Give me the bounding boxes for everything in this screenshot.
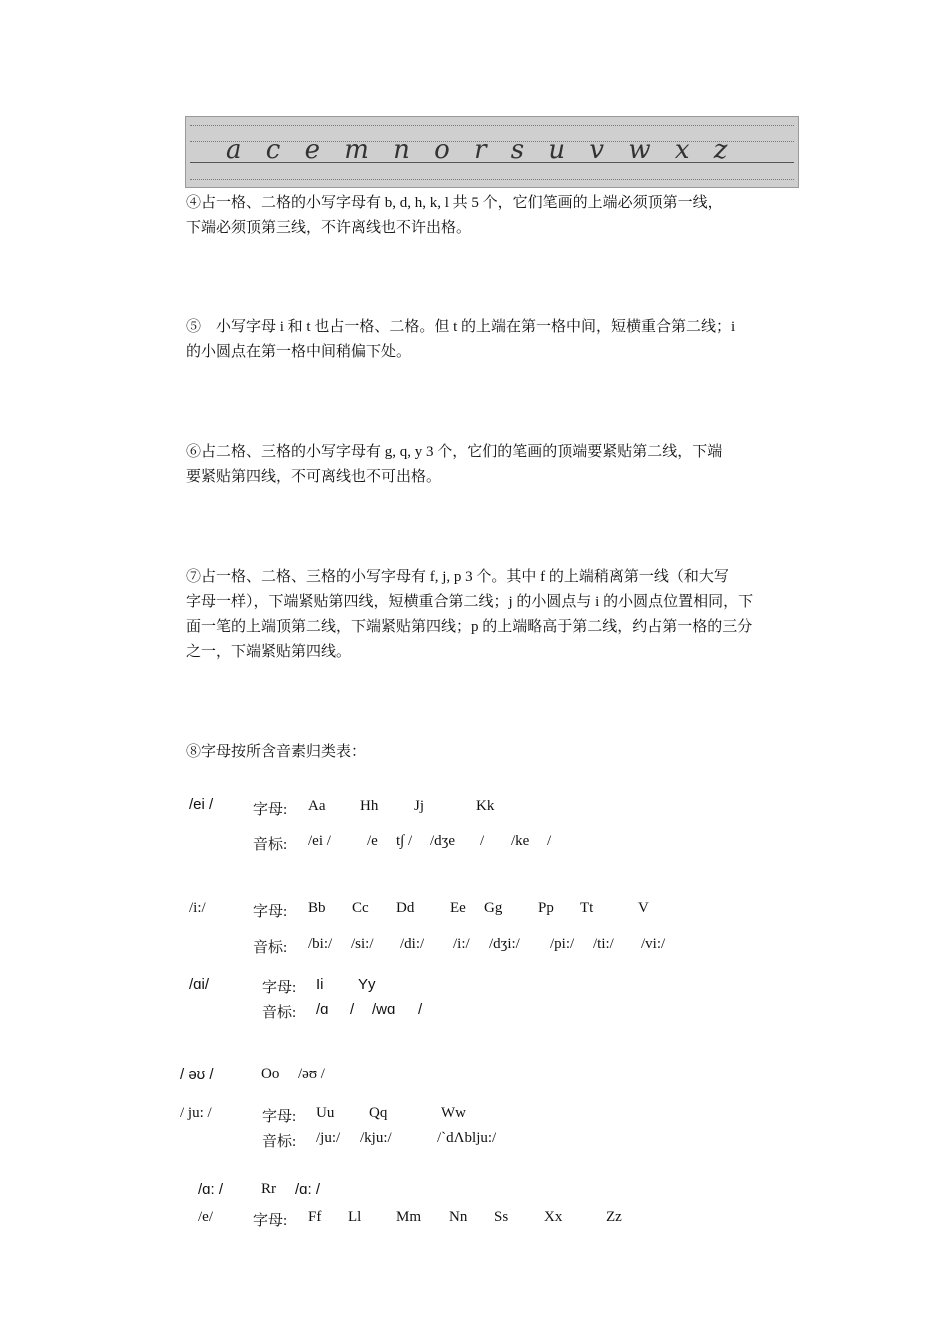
- phoneme-label: /e/: [198, 1209, 213, 1225]
- phoneme-label: / ju: /: [180, 1105, 212, 1121]
- phoneme-label: / əʊ /: [180, 1066, 214, 1083]
- letter-cell: Ww: [441, 1105, 466, 1121]
- letter-cell: V: [638, 900, 649, 916]
- letter-cell: Dd: [396, 900, 415, 916]
- phonetic-cell: /si:/: [351, 936, 374, 952]
- letter-cell: Yy: [358, 976, 376, 993]
- paragraph-6: [186, 440, 826, 490]
- letter-cell: Jj: [414, 798, 425, 814]
- letter-cell: Cc: [352, 900, 369, 916]
- letter-cell: Rr: [261, 1181, 276, 1197]
- phonetic-cell: /ju:/: [316, 1130, 341, 1146]
- phonetic-cell: /kju:/: [360, 1130, 392, 1146]
- letter-cell: Gg: [484, 900, 503, 916]
- phonetic-cell: /əʊ /: [298, 1066, 325, 1082]
- phonetic-label: 音标:: [262, 1134, 297, 1150]
- paragraph-6-line-2: 要紧贴第四线，不可离线也不可出格。: [186, 469, 442, 485]
- phonetic-label: 音标:: [262, 1005, 297, 1021]
- phonetic-cell: /di:/: [400, 936, 425, 952]
- letters-label: 字母:: [253, 1213, 288, 1229]
- paragraph-5: [186, 315, 826, 365]
- phonetic-cell: /pi:/: [550, 936, 575, 952]
- phonetic-cell: /ɑ: /: [295, 1181, 321, 1198]
- handwriting-lines-image: [185, 116, 799, 188]
- letters-label: 字母:: [262, 1109, 297, 1125]
- letter-cell: Ss: [494, 1209, 509, 1225]
- letter-cell: Oo: [261, 1066, 280, 1082]
- grid-line-1: [190, 125, 794, 126]
- letter-cell: Uu: [316, 1105, 335, 1121]
- letter-cell: Pp: [538, 900, 554, 916]
- letter-cell: Nn: [449, 1209, 468, 1225]
- phonetic-cell: /i:/: [453, 936, 470, 952]
- letter-cell: Ee: [450, 900, 466, 916]
- phoneme-label: /ei /: [189, 796, 214, 813]
- paragraph-8-title: ⑧字母按所含音素归类表：: [186, 744, 367, 760]
- phonetic-cell: /ei /: [308, 833, 331, 849]
- letter-cell: Kk: [476, 798, 495, 814]
- letter-cell: Hh: [360, 798, 379, 814]
- grid-line-4: [190, 179, 794, 180]
- phonetic-cell: /bi:/: [308, 936, 333, 952]
- letter-cell: Zz: [606, 1209, 622, 1225]
- phonetic-cell: /: [480, 833, 485, 849]
- paragraph-7-line-2: 字母一样），下端紧贴第四线，短横重合第二线；j 的小圆点与 i 的小圆点位置相同，下: [186, 594, 754, 610]
- letter-cell: Ff: [308, 1209, 322, 1225]
- letters-label: 字母:: [262, 980, 297, 996]
- phonetic-cell: /dʒi:/: [489, 936, 520, 952]
- phoneme-label: /ɑ: /: [198, 1181, 224, 1198]
- letters-label: 字母:: [253, 904, 288, 920]
- phoneme-label: /ɑi/: [189, 976, 210, 993]
- paragraph-7: [186, 565, 826, 665]
- paragraph-7-line-1: ⑦占一格、二格、三格的小写字母有 f, j, p 3 个。其中 f 的上端稍离第一线（和大写: [186, 569, 729, 585]
- letter-cell: Bb: [308, 900, 326, 916]
- paragraph-5-line-2: 的小圆点在第一格中间稍偏下处。: [186, 344, 412, 360]
- phonetic-cell: /ɑ: [316, 1001, 329, 1018]
- letter-cell: Ii: [316, 976, 324, 993]
- paragraph-4-line-2: 下端必须顶第三线，不许离线也不许出格。: [186, 220, 472, 236]
- phonetic-label: 音标:: [253, 940, 288, 956]
- letters-label: 字母:: [253, 802, 288, 818]
- paragraph-7-line-4: 之一，下端紧贴第四线。: [186, 644, 352, 660]
- phonetic-cell: /ti:/: [593, 936, 614, 952]
- cursive-letters: a c e m n o r s u v w x z: [226, 135, 730, 165]
- letter-cell: Xx: [544, 1209, 563, 1225]
- phonetic-cell: /ke: [511, 833, 530, 849]
- letter-cell: Ll: [348, 1209, 362, 1225]
- phonetic-cell: /dʒe: [430, 833, 455, 849]
- paragraph-6-line-1: ⑥占二格、三格的小写字母有 g, q, y 3 个，它们的笔画的顶端要紧贴第二线，下端: [186, 444, 723, 460]
- phoneme-label: /i:/: [189, 900, 206, 916]
- letter-cell: Tt: [580, 900, 594, 916]
- letter-cell: Aa: [308, 798, 326, 814]
- paragraph-5-line-1: ⑤ 小写字母 i 和 t 也占一格、二格。但 t 的上端在第一格中间，短横重合第二线；i: [186, 319, 736, 335]
- letter-cell: Mm: [396, 1209, 422, 1225]
- phonetic-cell: /e: [367, 833, 378, 849]
- phonetic-cell: /vi:/: [641, 936, 666, 952]
- letter-cell: Qq: [369, 1105, 388, 1121]
- phonetic-cell: /: [547, 833, 552, 849]
- phonetic-cell: /: [418, 1001, 423, 1018]
- paragraph-7-line-3: 面一笔的上端顶第二线，下端紧贴第四线；p 的上端略高于第二线，约占第一格的三分: [186, 619, 753, 635]
- phonetic-cell: /: [350, 1001, 355, 1018]
- phonetic-cell: t∫ /: [396, 833, 413, 849]
- paragraph-4: [186, 191, 826, 241]
- phonetic-label: 音标:: [253, 837, 288, 853]
- phonetic-cell: /wɑ: [372, 1001, 396, 1018]
- paragraph-4-line-1: ④占一格、二格的小写字母有 b, d, h, k, l 共 5 个，它们笔画的上端必须顶第一线，: [186, 195, 723, 211]
- phonetic-cell: /`dΛblju:/: [437, 1130, 497, 1146]
